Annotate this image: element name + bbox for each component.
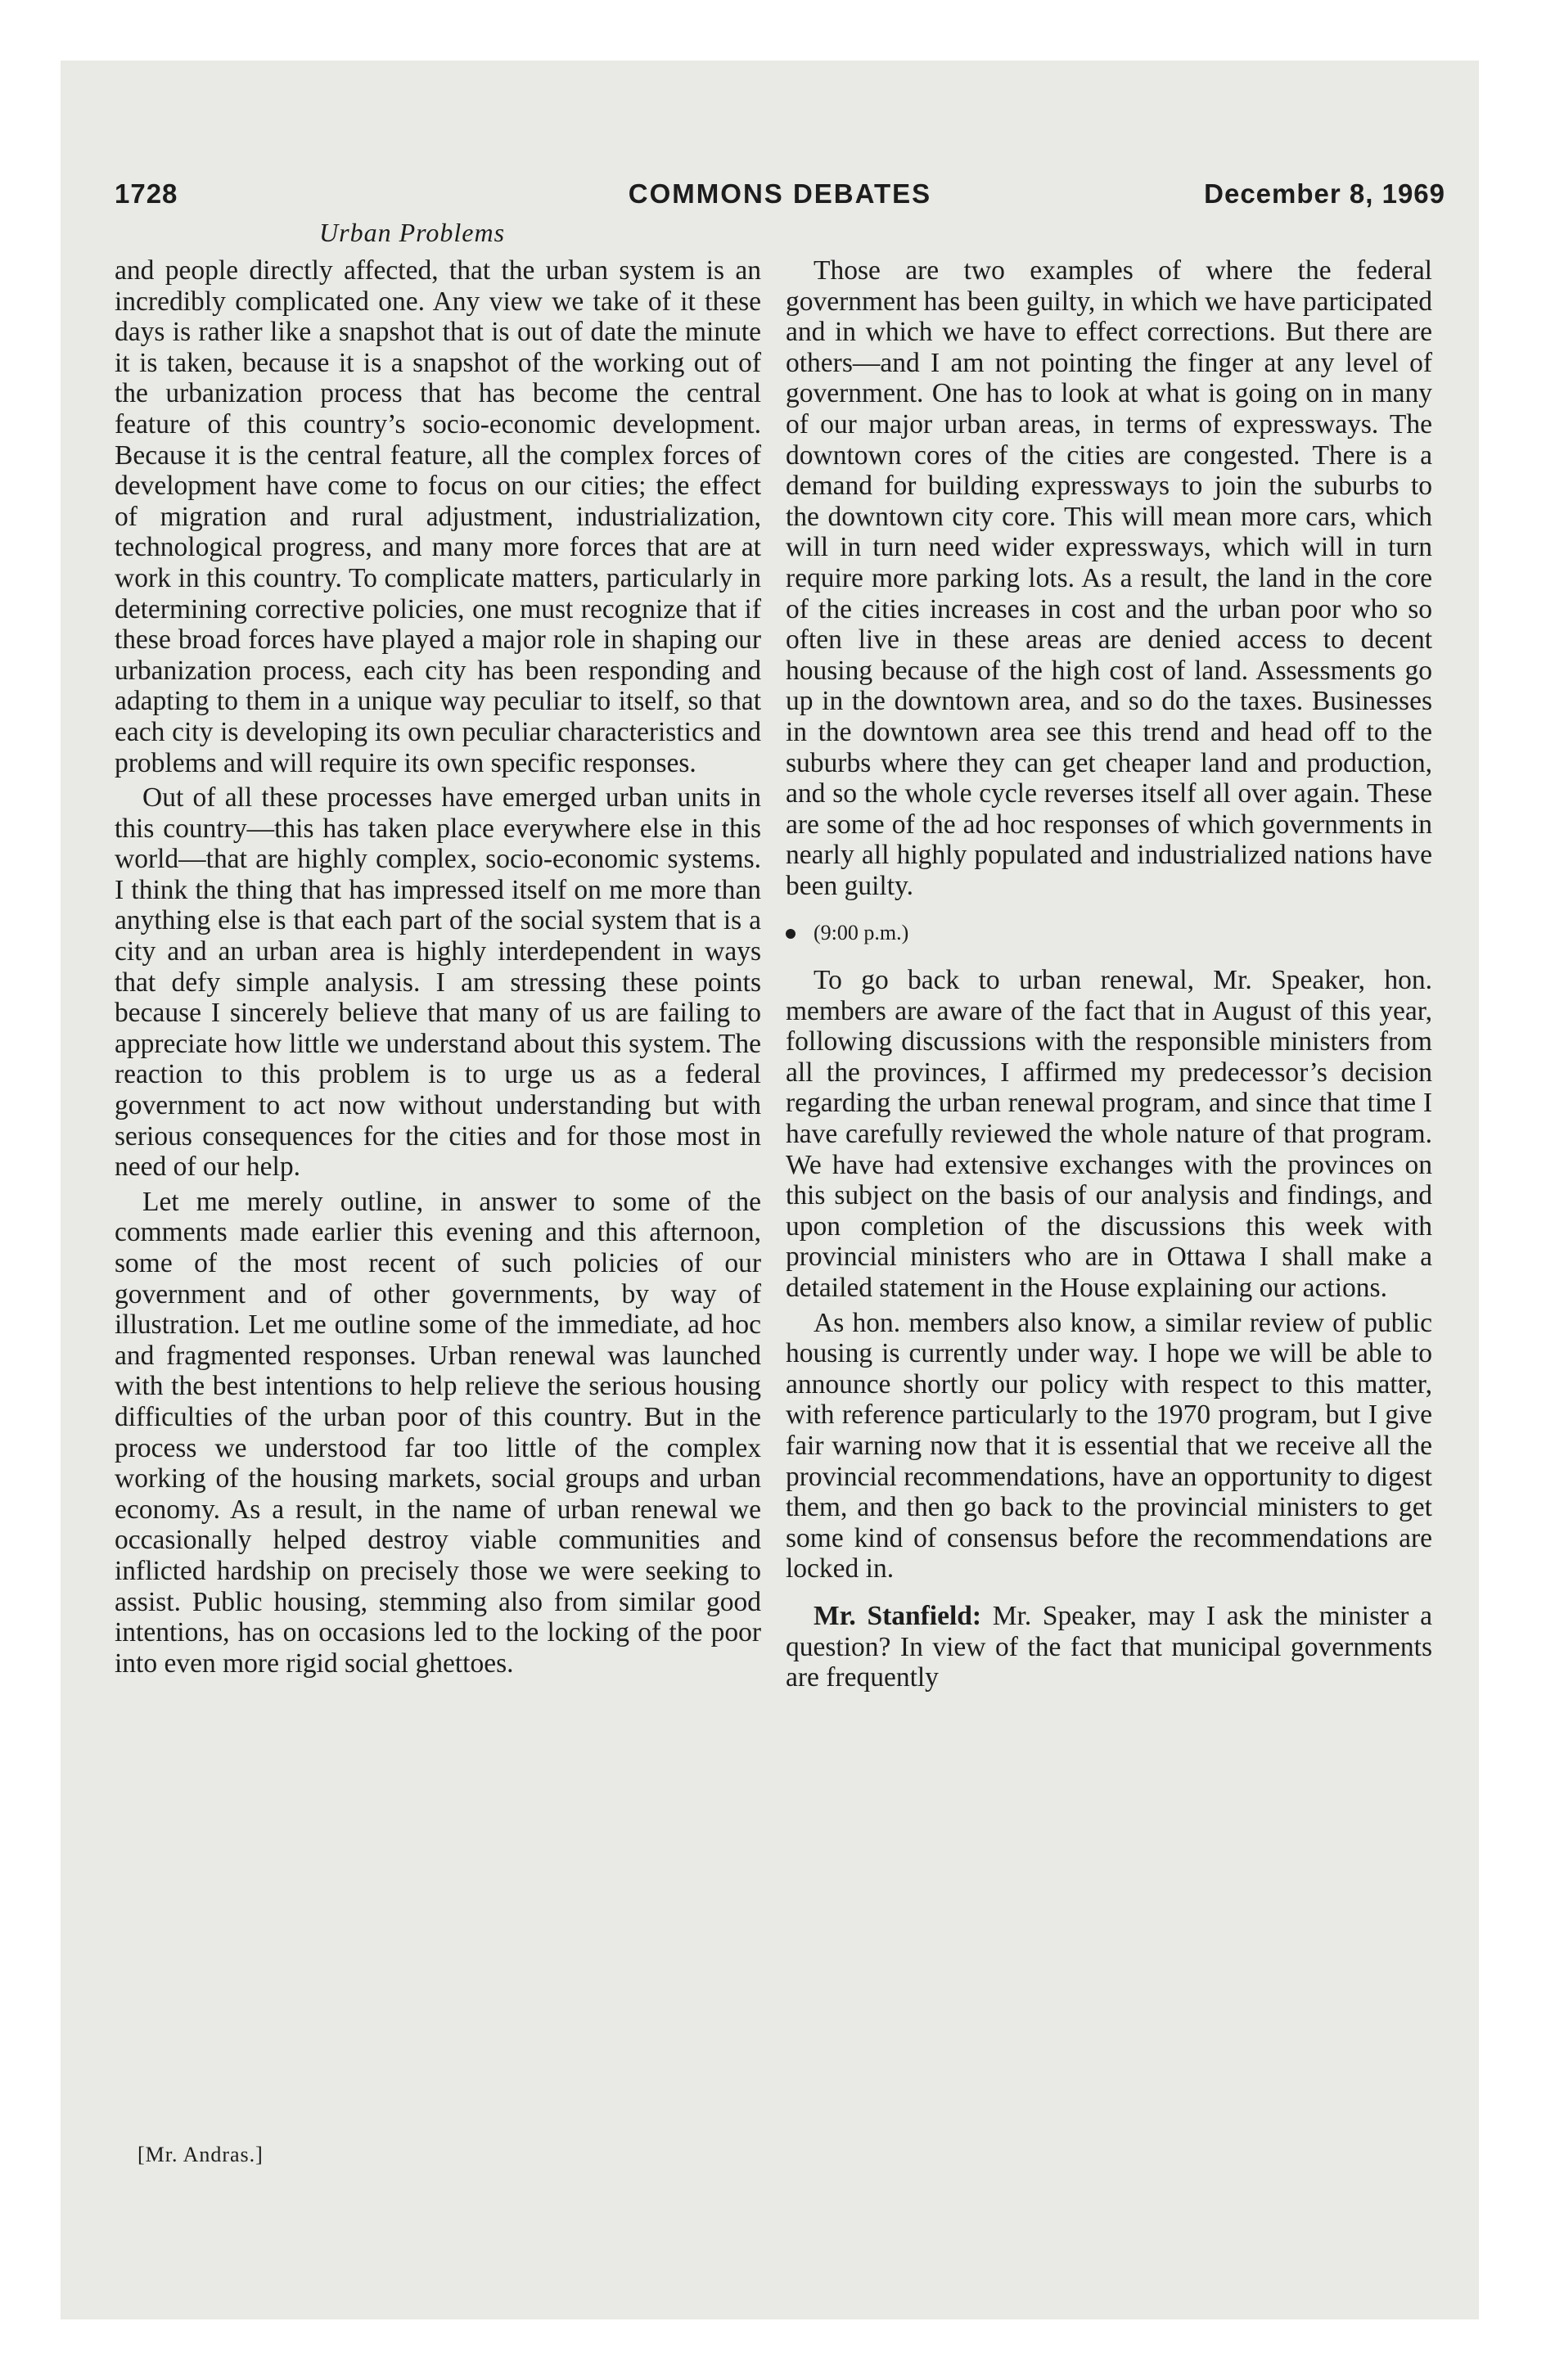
session-date: December 8, 1969 [1204, 178, 1445, 209]
paragraph: Those are two examples of where the federal government has been guilty, in which we have participated and in which we have to effect corrections. But there are others—and I am not pointing the finger at any level of government. One has to look at what is going on in many of our major urban areas, in terms of expressways. The downtown cores of the cities are congested. There is a demand for building expressways to join the suburbs to the downtown city core. This will mean more cars, which will in turn need wider expressways, which will in turn require more parking lots. As a result, the land in the core of the cities increases in cost and the urban poor who so often live in these areas are denied access to decent housing because of the high cost of land. Assessments go up in the downtown area, and so do the taxes. Businesses in the downtown area see this trend and head off to the suburbs where they can get cheaper land and production, and so the whole cycle reverses itself all over again. These are some of the ad hoc responses of which governments in nearly all highly populated and industrialized nations have been guilty. [786, 255, 1432, 901]
right-column [786, 255, 1432, 1693]
page-header [115, 178, 1445, 218]
speaker-text: Mr. Speaker, may I ask the minister a question? In view of the fact that municipal governments are frequently [786, 1600, 1432, 1693]
speaker-name: Mr. Stanfield: [814, 1600, 982, 1631]
left-column [115, 255, 761, 1679]
paragraph: To go back to urban renewal, Mr. Speaker, hon. members are aware of the fact that in August of this year, following discussions with the responsible ministers from all the provinces, I affirmed my predecessor’s decision regarding the urban renewal program, and since that time I have carefully reviewed the whole nature of that program. We have had extensive exchanges with the provinces on this subject on the basis of our analysis and findings, and upon completion of the discussions this week with provincial ministers who are in Ottawa I shall make a detailed statement in the House explaining our actions. [786, 965, 1432, 1303]
time-marker-text: (9:00 p.m.) [814, 921, 909, 945]
time-marker [786, 917, 1432, 949]
publication-title: COMMONS DEBATES [628, 178, 932, 209]
paragraph: As hon. members also know, a similar review of public housing is currently under way. I hope we will be able to announce shortly our policy with respect to this matter, with reference particularly to the 1970 program, but I give fair warning now that it is essential that we receive all the provincial recommendations, have an opportunity to digest them, and then go back to the provincial ministers to get some kind of consensus before the recommendations are locked in. [786, 1307, 1432, 1584]
page-number: 1728 [115, 178, 178, 209]
paragraph: Out of all these processes have emerged urban units in this country—this has taken place everywhere else in this world—that are highly complex, socio-economic systems. I think the thing that has impressed itself on me more than anything else is that each part of the social system that is a city and an urban area is highly interdependent in ways that defy simple analysis. I am stressing these points because I sincerely believe that many of us are failing to appreciate how little we understand about this system. The reaction to this problem is to urge us as a federal government to act now without understanding but with serious consequences for the cities and for those most in need of our help. [115, 782, 761, 1183]
speaker-footer: [Mr. Andras.] [137, 2143, 264, 2166]
paragraph: and people directly affected, that the urban system is an incredibly complicated one. Any view we take of it these days is rather like a snapshot that is out of date the minute it is taken, because it is a snapshot of the working out of the urbanization process that has become the central feature of this country’s socio-economic development. Because it is the central feature, all the complex forces of development have come to focus on our cities; the effect of migration and rural adjustment, industrialization, technological progress, and many more forces that are at work in this country. To complicate matters, particularly in determining corrective policies, one must recognize that if these broad forces have played a major role in shaping our urbanization process, each city has been responding and adapting to them in a unique way peculiar to itself, so that each city is developing its own peculiar characteristics and problems and will require its own specific responses. [115, 255, 761, 778]
section-subheading: Urban Problems [319, 218, 506, 247]
bullet-icon [786, 929, 796, 939]
paragraph: Let me merely outline, in answer to some of the comments made earlier this evening and this afternoon, some of the most recent of such policies of our government and of other governments, by way of illustration. Let me outline some of the immediate, ad hoc and fragmented responses. Urban renewal was launched with the best intentions to help relieve the serious housing difficulties of the urban poor of this country. But in the process we understood far too little of the complex working of the housing markets, social groups and urban economy. As a result, in the name of urban renewal we occasionally helped destroy viable communities and inflicted hardship on precisely those we were seeking to assist. Public housing, stemming also from similar good intentions, has on occasions led to the locking of the poor into even more rigid social ghettoes. [115, 1186, 761, 1679]
speaker-paragraph [786, 1601, 1432, 1693]
